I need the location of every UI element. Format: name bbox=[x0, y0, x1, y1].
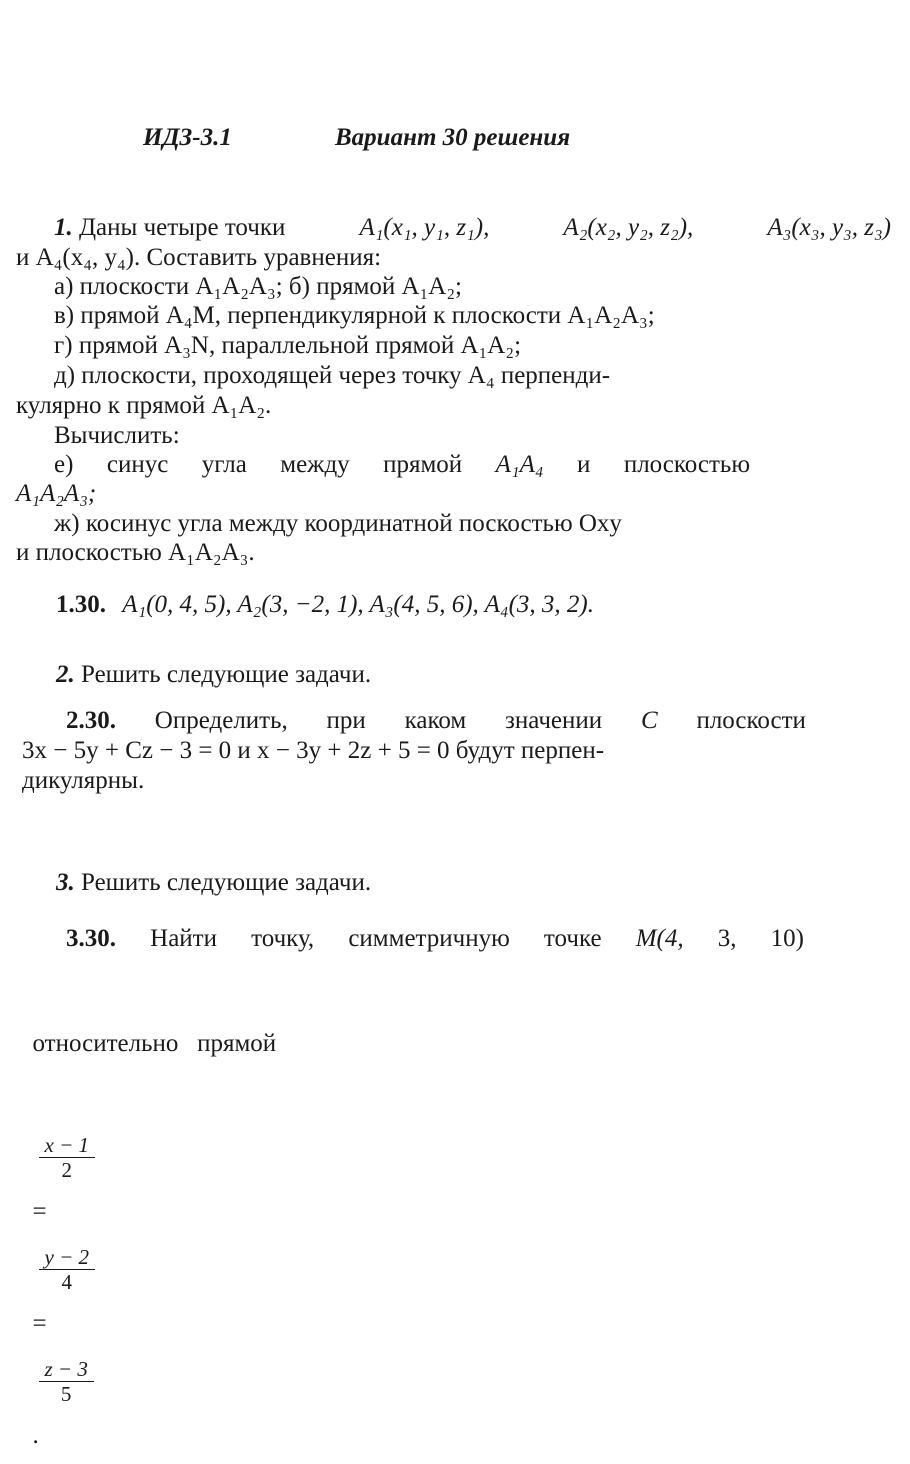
point-a2: A₂(x₂, y₂, z₂), bbox=[563, 214, 694, 241]
task1-item-zh2: и плоскостью A₁A₂A₃. bbox=[16, 539, 255, 566]
word: между bbox=[280, 451, 350, 478]
task1-line2: и A₄(x₄, y₄). Составить уравнения: bbox=[16, 244, 382, 271]
word: плоскости bbox=[696, 707, 806, 734]
task1-item-d2: кулярно к прямой A₁A₂. bbox=[16, 392, 272, 419]
task3-30-line2 bbox=[20, 960, 276, 1464]
task2-30-line1 bbox=[66, 706, 806, 736]
point-a1: A₁(x₁, y₁, z₁), bbox=[359, 214, 490, 241]
word: прямой bbox=[383, 451, 463, 478]
task1-item-g: г) прямой A₃N, параллельной прямой A₁A₂; bbox=[54, 332, 522, 359]
task1-number: 1. bbox=[54, 214, 73, 241]
task1-line1 bbox=[16, 213, 891, 243]
fraction-numerator: z − 3 bbox=[39, 1357, 94, 1382]
task2-30-line2: 3x − 5y + Cz − 3 = 0 и x − 3y + 2z + 5 = 0 будут перпен- bbox=[22, 737, 605, 764]
fraction-denominator: 2 bbox=[61, 1157, 72, 1182]
task3-30-prefix: относительно прямой bbox=[32, 1030, 277, 1057]
task3-number: 3. bbox=[56, 869, 75, 896]
word: значении bbox=[505, 707, 603, 734]
task1-item-d1: д) плоскости, проходящей через точку A₄ перпенди- bbox=[54, 362, 611, 389]
task2-text: Решить следующие задачи. bbox=[81, 661, 372, 688]
period: . bbox=[32, 1422, 39, 1449]
task1-intro: Даны четыре точки bbox=[79, 214, 286, 241]
word: и bbox=[577, 451, 591, 478]
task2-heading bbox=[56, 660, 371, 690]
word: Определить, bbox=[154, 707, 288, 734]
word: 10) bbox=[770, 925, 804, 952]
task2-30-line3: дикулярны. bbox=[22, 767, 145, 794]
task2-30-number: 2.30. bbox=[66, 707, 116, 734]
fraction-denominator: 4 bbox=[61, 1269, 72, 1294]
word: симметричную bbox=[348, 925, 510, 952]
fraction-denominator: 5 bbox=[60, 1381, 72, 1406]
word: Найти bbox=[150, 925, 217, 952]
task1-item-zh1: ж) косинус угла между координатной поскостью Oxy bbox=[54, 510, 622, 537]
task1-compute-label: Вычислить: bbox=[54, 422, 180, 449]
task1-item-e1 bbox=[54, 450, 750, 480]
word: точку, bbox=[251, 925, 315, 952]
word: при bbox=[326, 707, 366, 734]
task2-number: 2. bbox=[56, 661, 75, 688]
word: точке bbox=[543, 925, 602, 952]
task3-30-number: 3.30. bbox=[66, 925, 116, 952]
fraction-y bbox=[39, 1245, 96, 1294]
word: A₁A₄ bbox=[495, 451, 544, 478]
task1-item-v: в) прямой A₄M, перпендикулярной к плоскости A₁A₂A₃; bbox=[54, 302, 655, 329]
variant-title: Вариант 30 решения bbox=[335, 124, 571, 151]
equals-sign: = bbox=[32, 1310, 47, 1337]
point-a3: A₃(x₃, y₃, z₃) bbox=[767, 214, 891, 241]
task1-30 bbox=[56, 590, 594, 620]
task1-30-points: A₁(0, 4, 5), A₂(3, −2, 1), A₃(4, 5, 6), A₄(3, 3, 2). bbox=[122, 591, 594, 618]
task3-heading bbox=[56, 868, 371, 898]
word: каком bbox=[404, 707, 467, 734]
word: плоскостью bbox=[623, 451, 750, 478]
word: C bbox=[640, 707, 658, 734]
task1-30-number: 1.30. bbox=[56, 591, 106, 618]
task3-text: Решить следующие задачи. bbox=[81, 869, 372, 896]
task1-item-e2: A₁A₂A₃; bbox=[16, 480, 97, 507]
word: 3, bbox=[717, 925, 737, 952]
word: M(4, bbox=[635, 925, 684, 952]
equals-sign: = bbox=[32, 1198, 47, 1225]
fraction-numerator: y − 2 bbox=[39, 1245, 96, 1270]
word: синус bbox=[106, 451, 169, 478]
task3-30-line1 bbox=[66, 924, 804, 954]
fraction-x bbox=[39, 1133, 96, 1182]
fraction-z bbox=[39, 1357, 94, 1406]
fraction-numerator: x − 1 bbox=[39, 1133, 96, 1158]
word: угла bbox=[201, 451, 247, 478]
word: е) bbox=[54, 451, 74, 478]
task1-item-a: а) плоскости A₁A₂A₃; б) прямой A₁A₂; bbox=[54, 273, 463, 300]
assignment-code: ИДЗ-3.1 bbox=[143, 124, 232, 151]
